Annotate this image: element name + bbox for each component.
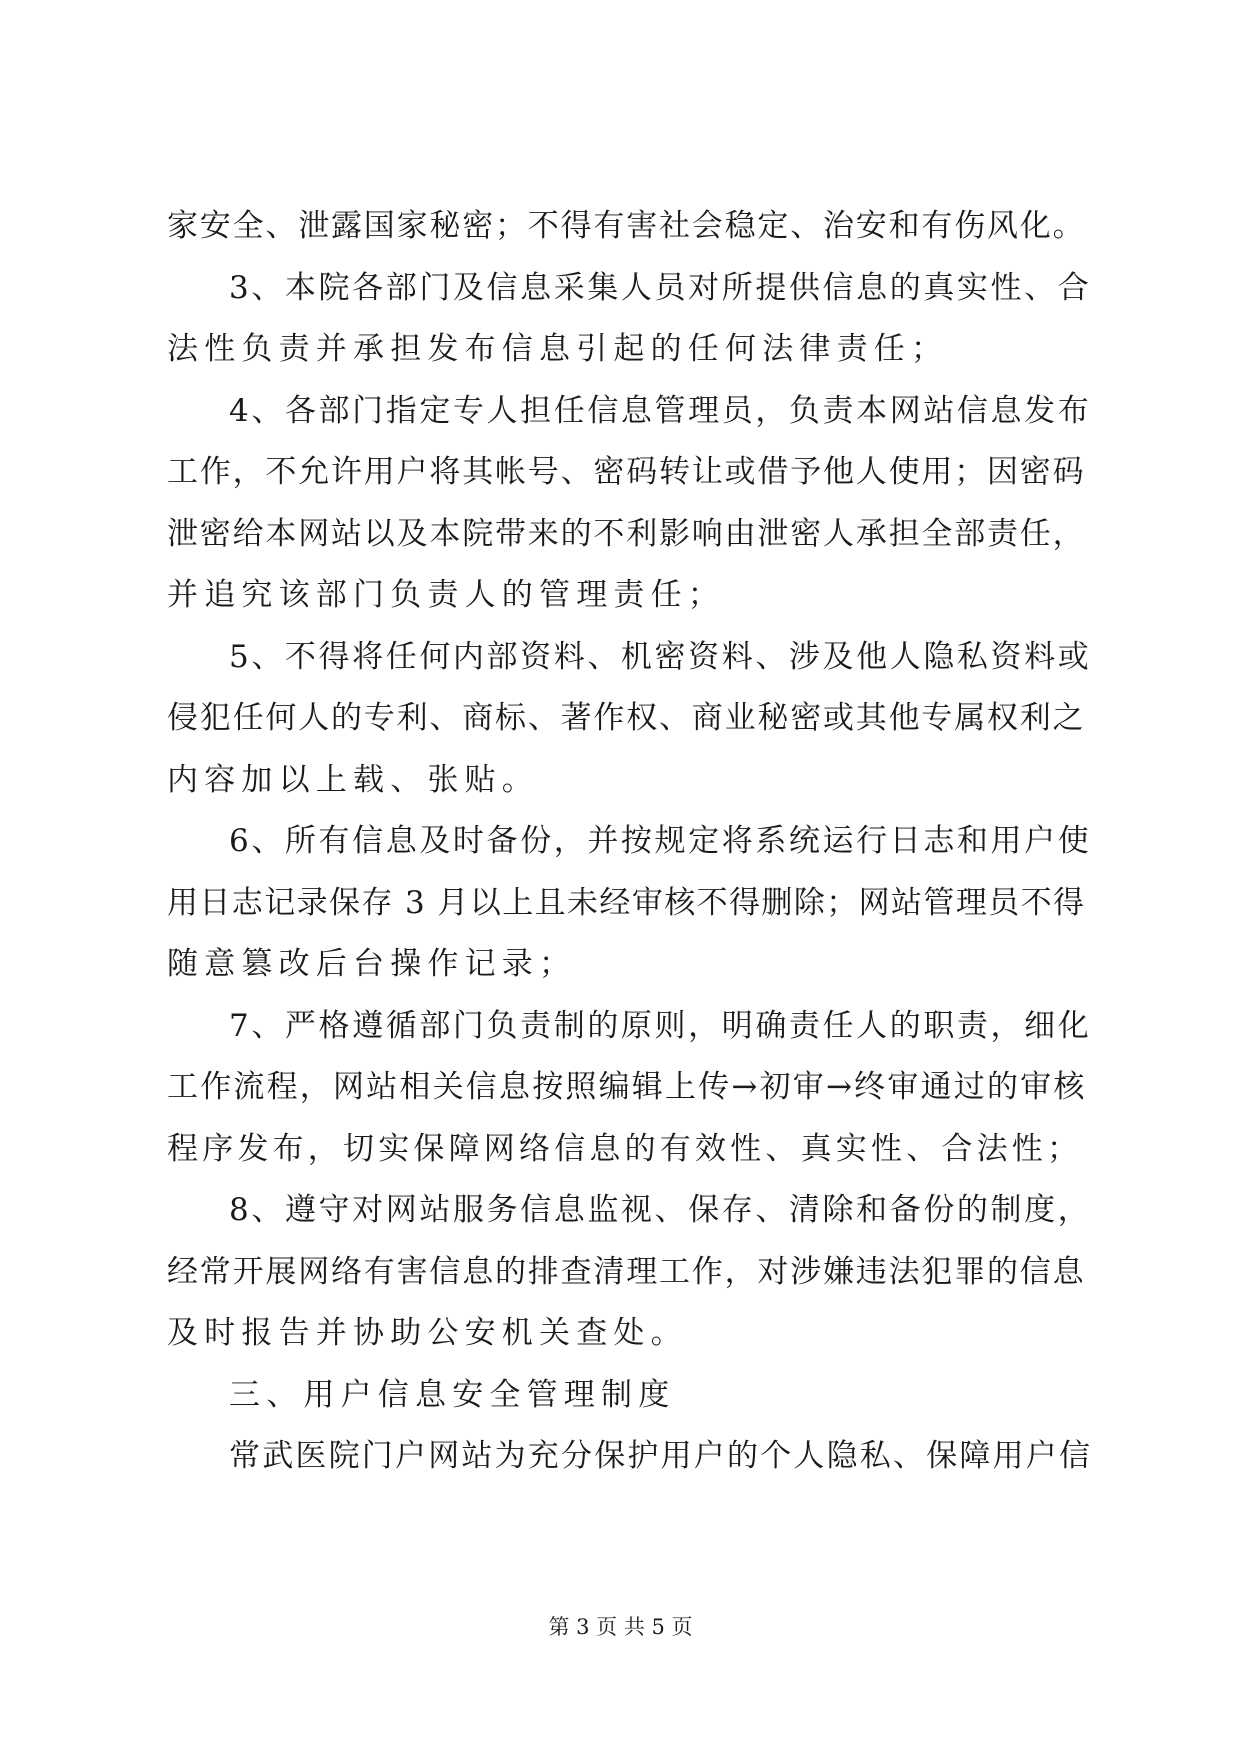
text-line: 法性负责并承担发布信息引起的任何法律责任； [167, 331, 949, 367]
text-line: 工作流程，网站相关信息按照编辑上传→初审→终审通过的审核 [167, 1069, 1087, 1105]
text-line: 8、遵守对网站服务信息监视、保存、清除和备份的制度， [229, 1192, 1092, 1228]
page-footer: 第 3 页 共 5 页 [548, 1615, 693, 1639]
text-line: 内容加以上载、张贴。 [167, 761, 539, 798]
text-line: 及时报告并协助公安机关查处。 [167, 1315, 688, 1351]
text-line: 常武医院门户网站为充分保护用户的个人隐私、保障用户信 [229, 1438, 1093, 1474]
text-line: 并追究该部门负责人的管理责任； [167, 577, 725, 613]
text-line: 家安全、泄露国家秘密；不得有害社会稳定、治安和有伤风化。 [167, 208, 1086, 244]
text-line: 三、用户信息安全管理制度 [229, 1376, 676, 1413]
text-line: 7、严格遵循部门负责制的原则，明确责任人的职责，细化 [229, 1007, 1092, 1044]
text-line: 泄密给本网站以及本院带来的不利影响由泄密人承担全部责任， [167, 515, 1086, 552]
text-line: 3、本院各部门及信息采集人员对所提供信息的真实性、合 [229, 269, 1092, 306]
text-line: 程序发布，切实保障网络信息的有效性、真实性、合法性； [167, 1130, 1083, 1167]
text-line: 6、所有信息及时备份，并按规定将系统运行日志和用户使 [229, 823, 1092, 859]
document-body [167, 196, 1092, 1488]
text-line: 工作，不允许用户将其帐号、密码转让或借予他人使用；因密码 [167, 454, 1086, 490]
text-line: 经常开展网络有害信息的排查清理工作，对涉嫌违法犯罪的信息 [167, 1253, 1086, 1290]
text-line: 4、各部门指定专人担任信息管理员，负责本网站信息发布 [229, 392, 1092, 429]
text-line: 随意篡改后台操作记录； [167, 946, 577, 982]
text-line: 用日志记录保存 3 月以上且未经审核不得删除；网站管理员不得 [167, 884, 1086, 921]
text-line: 侵犯任何人的专利、商标、著作权、商业秘密或其他专属权利之 [167, 700, 1086, 736]
text-line: 5、不得将任何内部资料、机密资料、涉及他人隐私资料或 [229, 638, 1092, 675]
